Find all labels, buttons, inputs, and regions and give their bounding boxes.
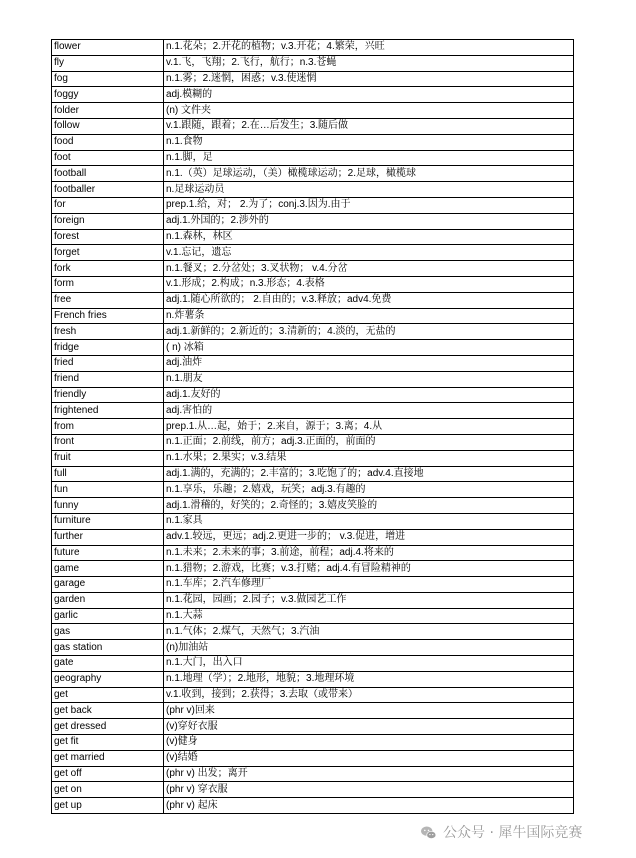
table-row bbox=[52, 55, 574, 71]
table-row bbox=[52, 229, 574, 245]
table-row bbox=[52, 261, 574, 277]
table-row bbox=[52, 387, 574, 403]
word-cell: friend bbox=[52, 371, 164, 387]
definition-cell: v.1.飞，飞翔；2.飞行，航行；n.3.苍蝇 bbox=[164, 55, 574, 71]
table-row bbox=[52, 245, 574, 261]
word-cell: get off bbox=[52, 766, 164, 782]
table-row bbox=[52, 340, 574, 356]
definition-cell: n.1.正面；2.前线，前方；adj.3.正面的，前面的 bbox=[164, 434, 574, 450]
word-cell: fly bbox=[52, 55, 164, 71]
definition-cell: n.1.朋友 bbox=[164, 371, 574, 387]
table-row bbox=[52, 150, 574, 166]
word-cell: full bbox=[52, 466, 164, 482]
definition-cell: adj.模糊的 bbox=[164, 87, 574, 103]
table-row bbox=[52, 529, 574, 545]
word-cell: folder bbox=[52, 103, 164, 119]
word-cell: food bbox=[52, 134, 164, 150]
definition-cell: (phr v) 起床 bbox=[164, 798, 574, 814]
definition-cell: (v)健身 bbox=[164, 735, 574, 751]
table-row bbox=[52, 766, 574, 782]
table-row bbox=[52, 719, 574, 735]
wechat-icon bbox=[420, 824, 437, 841]
definition-cell: n.1.未来；2.未来的事；3.前途，前程；adj.4.将来的 bbox=[164, 545, 574, 561]
word-cell: forest bbox=[52, 229, 164, 245]
word-cell: foreign bbox=[52, 213, 164, 229]
table-row bbox=[52, 671, 574, 687]
table-row bbox=[52, 450, 574, 466]
definition-cell: prep.1.从…起，始于；2.来自，源于；3.离；4.从 bbox=[164, 419, 574, 435]
table-row bbox=[52, 434, 574, 450]
definition-cell: n.1.餐叉；2.分岔处；3.叉状物； v.4.分岔 bbox=[164, 261, 574, 277]
vocabulary-table bbox=[51, 39, 574, 814]
definition-cell: n.1.森林，林区 bbox=[164, 229, 574, 245]
word-cell: get fit bbox=[52, 735, 164, 751]
table-row bbox=[52, 782, 574, 798]
definition-cell: (phr v) 穿衣服 bbox=[164, 782, 574, 798]
watermark bbox=[420, 820, 582, 844]
table-row bbox=[52, 482, 574, 498]
table-row bbox=[52, 371, 574, 387]
table-row bbox=[52, 498, 574, 514]
definition-cell: (phr v) 出发；离开 bbox=[164, 766, 574, 782]
definition-cell: n.1.食物 bbox=[164, 134, 574, 150]
table-row bbox=[52, 798, 574, 814]
definition-cell: n.1.花朵；2.开花的植物；v.3.开花；4.繁荣，兴旺 bbox=[164, 40, 574, 56]
definition-cell: n.1.大蒜 bbox=[164, 608, 574, 624]
definition-cell: n.1.车库；2.汽车修理厂 bbox=[164, 577, 574, 593]
definition-cell: adj.1.满的，充满的；2.丰富的；3.吃饱了的；adv.4.直接地 bbox=[164, 466, 574, 482]
word-cell: furniture bbox=[52, 513, 164, 529]
table-row bbox=[52, 276, 574, 292]
table-row bbox=[52, 403, 574, 419]
vocabulary-table-body bbox=[52, 40, 574, 814]
table-row bbox=[52, 656, 574, 672]
definition-cell: n.1.水果；2.果实；v.3.结果 bbox=[164, 450, 574, 466]
table-row bbox=[52, 213, 574, 229]
word-cell: get married bbox=[52, 750, 164, 766]
definition-cell: adj.1.新鲜的；2.新近的；3.清新的；4.淡的，无盐的 bbox=[164, 324, 574, 340]
definition-cell: adj.1.外国的；2.涉外的 bbox=[164, 213, 574, 229]
definition-cell: (v)结婚 bbox=[164, 750, 574, 766]
definition-cell: adj.1.友好的 bbox=[164, 387, 574, 403]
table-row bbox=[52, 197, 574, 213]
table-row bbox=[52, 703, 574, 719]
word-cell: get back bbox=[52, 703, 164, 719]
word-cell: get dressed bbox=[52, 719, 164, 735]
table-row bbox=[52, 750, 574, 766]
definition-cell: n.炸薯条 bbox=[164, 308, 574, 324]
word-cell: gas station bbox=[52, 640, 164, 656]
word-cell: gas bbox=[52, 624, 164, 640]
table-row bbox=[52, 513, 574, 529]
table-row bbox=[52, 71, 574, 87]
definition-cell: adv.1.较远，更远；adj.2.更进一步的； v.3.促进，增进 bbox=[164, 529, 574, 545]
word-cell: free bbox=[52, 292, 164, 308]
table-row bbox=[52, 182, 574, 198]
word-cell: from bbox=[52, 419, 164, 435]
definition-cell: v.1.跟随，跟着；2.在…后发生；3.随后做 bbox=[164, 118, 574, 134]
word-cell: flower bbox=[52, 40, 164, 56]
definition-cell: (v)穿好衣服 bbox=[164, 719, 574, 735]
word-cell: French fries bbox=[52, 308, 164, 324]
word-cell: garlic bbox=[52, 608, 164, 624]
word-cell: get on bbox=[52, 782, 164, 798]
definition-cell: n.1.脚，足 bbox=[164, 150, 574, 166]
definition-cell: n.足球运动员 bbox=[164, 182, 574, 198]
word-cell: game bbox=[52, 561, 164, 577]
word-cell: forget bbox=[52, 245, 164, 261]
definition-cell: (phr v)回来 bbox=[164, 703, 574, 719]
word-cell: garden bbox=[52, 592, 164, 608]
definition-cell: n.1.大门，出入口 bbox=[164, 656, 574, 672]
definition-cell: n.1.花园，园画；2.园子；v.3.做园艺工作 bbox=[164, 592, 574, 608]
definition-cell: n.1.地理（学）；2.地形，地貌；3.地理环境 bbox=[164, 671, 574, 687]
word-cell: fun bbox=[52, 482, 164, 498]
definition-cell: ( n) 冰箱 bbox=[164, 340, 574, 356]
word-cell: fresh bbox=[52, 324, 164, 340]
table-row bbox=[52, 561, 574, 577]
definition-cell: adj.1.滑稽的，好笑的；2.奇怪的；3.嬉皮笑脸的 bbox=[164, 498, 574, 514]
word-cell: form bbox=[52, 276, 164, 292]
word-cell: garage bbox=[52, 577, 164, 593]
table-row bbox=[52, 624, 574, 640]
table-row bbox=[52, 40, 574, 56]
word-cell: get bbox=[52, 687, 164, 703]
definition-cell: v.1.形成；2.构成；n.3.形态；4.表格 bbox=[164, 276, 574, 292]
table-row bbox=[52, 118, 574, 134]
table-row bbox=[52, 640, 574, 656]
word-cell: geography bbox=[52, 671, 164, 687]
word-cell: front bbox=[52, 434, 164, 450]
table-row bbox=[52, 292, 574, 308]
table-row bbox=[52, 592, 574, 608]
word-cell: fog bbox=[52, 71, 164, 87]
definition-cell: v.1.忘记，遗忘 bbox=[164, 245, 574, 261]
table-row bbox=[52, 134, 574, 150]
definition-cell: (n) 文件夹 bbox=[164, 103, 574, 119]
word-cell: for bbox=[52, 197, 164, 213]
definition-cell: v.1.收到，接到；2.获得；3.去取（或带来） bbox=[164, 687, 574, 703]
word-cell: gate bbox=[52, 656, 164, 672]
table-row bbox=[52, 577, 574, 593]
table-row bbox=[52, 355, 574, 371]
word-cell: fried bbox=[52, 355, 164, 371]
definition-cell: n.1.猎物；2.游戏，比赛；v.3.打赌；adj.4.有冒险精神的 bbox=[164, 561, 574, 577]
word-cell: foot bbox=[52, 150, 164, 166]
definition-cell: adj.1.随心所欲的； 2.自由的；v.3.释放；adv4.免费 bbox=[164, 292, 574, 308]
table-row bbox=[52, 419, 574, 435]
table-row bbox=[52, 324, 574, 340]
word-cell: foggy bbox=[52, 87, 164, 103]
word-cell: footballer bbox=[52, 182, 164, 198]
definition-cell: n.1.（英）足球运动，（美）橄榄球运动；2.足球，橄榄球 bbox=[164, 166, 574, 182]
word-cell: fork bbox=[52, 261, 164, 277]
definition-cell: prep.1.给，对； 2.为了；conj.3.因为.由于 bbox=[164, 197, 574, 213]
table-row bbox=[52, 166, 574, 182]
definition-cell: (n)加油站 bbox=[164, 640, 574, 656]
word-cell: get up bbox=[52, 798, 164, 814]
table-row bbox=[52, 545, 574, 561]
definition-cell: n.1.享乐，乐趣；2.嬉戏，玩笑；adj.3.有趣的 bbox=[164, 482, 574, 498]
word-cell: fruit bbox=[52, 450, 164, 466]
definition-cell: n.1.气体；2.煤气，天然气；3.汽油 bbox=[164, 624, 574, 640]
word-cell: follow bbox=[52, 118, 164, 134]
word-cell: frightened bbox=[52, 403, 164, 419]
definition-cell: n.1.雾；2.迷惘，困惑；v.3.使迷惘 bbox=[164, 71, 574, 87]
table-row bbox=[52, 608, 574, 624]
table-row bbox=[52, 87, 574, 103]
table-row bbox=[52, 308, 574, 324]
word-cell: funny bbox=[52, 498, 164, 514]
word-cell: fridge bbox=[52, 340, 164, 356]
table-row bbox=[52, 103, 574, 119]
word-cell: future bbox=[52, 545, 164, 561]
word-cell: football bbox=[52, 166, 164, 182]
definition-cell: adj.害怕的 bbox=[164, 403, 574, 419]
word-cell: further bbox=[52, 529, 164, 545]
table-row bbox=[52, 466, 574, 482]
table-row bbox=[52, 687, 574, 703]
definition-cell: adj.油炸 bbox=[164, 355, 574, 371]
word-cell: friendly bbox=[52, 387, 164, 403]
watermark-text: 公众号 · 犀牛国际竞赛 bbox=[443, 825, 583, 841]
table-row bbox=[52, 735, 574, 751]
definition-cell: n.1.家具 bbox=[164, 513, 574, 529]
